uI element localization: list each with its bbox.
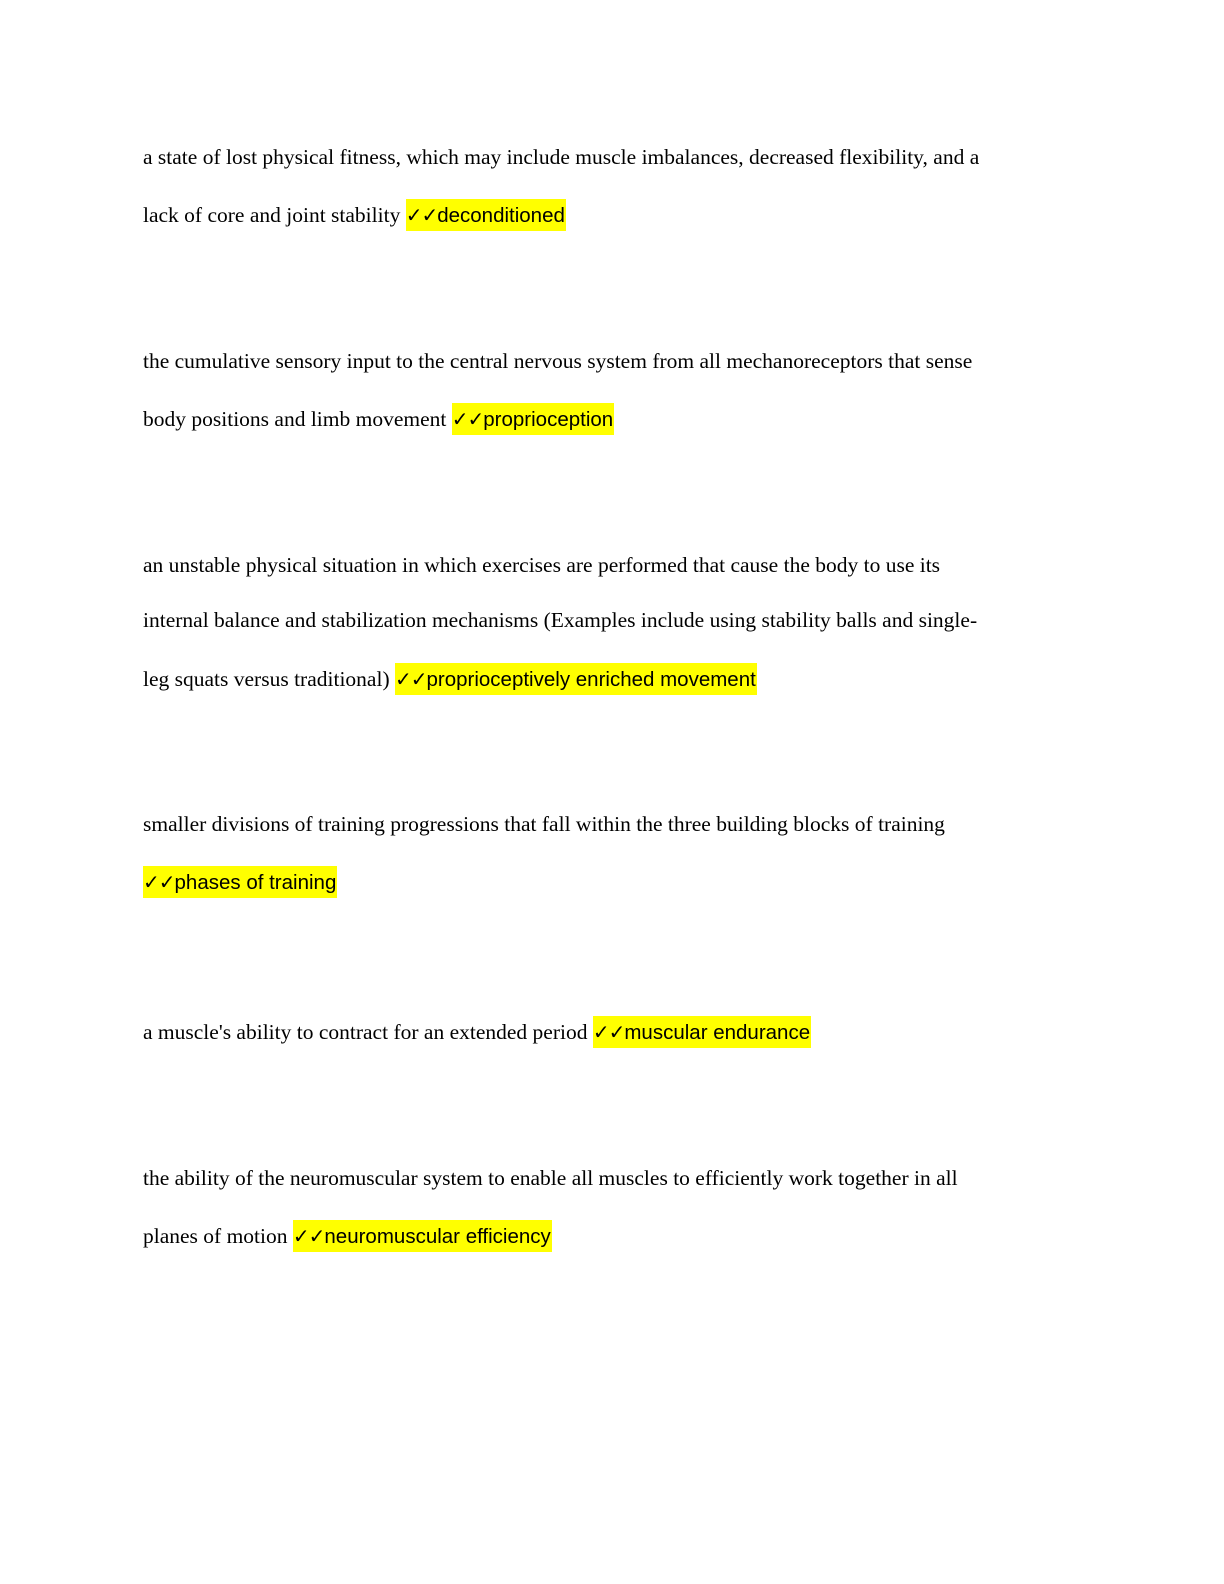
answer-highlight bbox=[395, 663, 757, 695]
check-mark-icon: ✓✓ bbox=[405, 203, 438, 227]
definition-line: internal balance and stabilization mechanisms (Examples include using stability balls and single- bbox=[143, 608, 978, 632]
check-mark-icon: ✓✓ bbox=[394, 667, 427, 691]
check-mark-icon: ✓✓ bbox=[143, 870, 175, 894]
answer-term: phases of training bbox=[174, 871, 337, 894]
check-mark-icon: ✓✓ bbox=[592, 1020, 625, 1044]
answer-term: muscular endurance bbox=[624, 1021, 811, 1044]
answer-highlight bbox=[452, 403, 614, 435]
check-mark-icon: ✓✓ bbox=[292, 1224, 325, 1248]
definition-line: an unstable physical situation in which exercises are performed that cause the body to use its bbox=[143, 553, 941, 577]
definition-text: lack of core and joint stability bbox=[143, 203, 406, 227]
definition-line bbox=[143, 403, 614, 435]
definition-text: a muscle's ability to contract for an extended period bbox=[143, 1020, 593, 1044]
definition-text: leg squats versus traditional) bbox=[143, 667, 395, 691]
definition-text: planes of motion bbox=[143, 1224, 293, 1248]
definition-line: smaller divisions of training progressions that fall within the three building blocks of training bbox=[143, 812, 945, 836]
answer-term: proprioceptively enriched movement bbox=[426, 668, 756, 691]
answer-highlight bbox=[293, 1220, 552, 1252]
definition-line bbox=[143, 1220, 552, 1252]
definition-text: body positions and limb movement bbox=[143, 407, 452, 431]
answer-term: proprioception bbox=[483, 408, 614, 431]
definition-line bbox=[143, 663, 757, 695]
answer-term: neuromuscular efficiency bbox=[324, 1225, 551, 1248]
answer-highlight bbox=[143, 866, 337, 898]
definition-line bbox=[143, 199, 566, 231]
definition-line: the ability of the neuromuscular system to enable all muscles to efficiently work together in all bbox=[143, 1166, 958, 1190]
answer-highlight bbox=[406, 199, 566, 231]
definition-line: the cumulative sensory input to the central nervous system from all mechanoreceptors that sense bbox=[143, 349, 973, 373]
answer-highlight bbox=[593, 1016, 811, 1048]
check-mark-icon: ✓✓ bbox=[451, 407, 484, 431]
definition-line: a state of lost physical fitness, which may include muscle imbalances, decreased flexibility, and a bbox=[143, 145, 980, 169]
answer-term: deconditioned bbox=[437, 204, 565, 227]
definition-line bbox=[143, 866, 337, 898]
definition-line bbox=[143, 1016, 811, 1048]
